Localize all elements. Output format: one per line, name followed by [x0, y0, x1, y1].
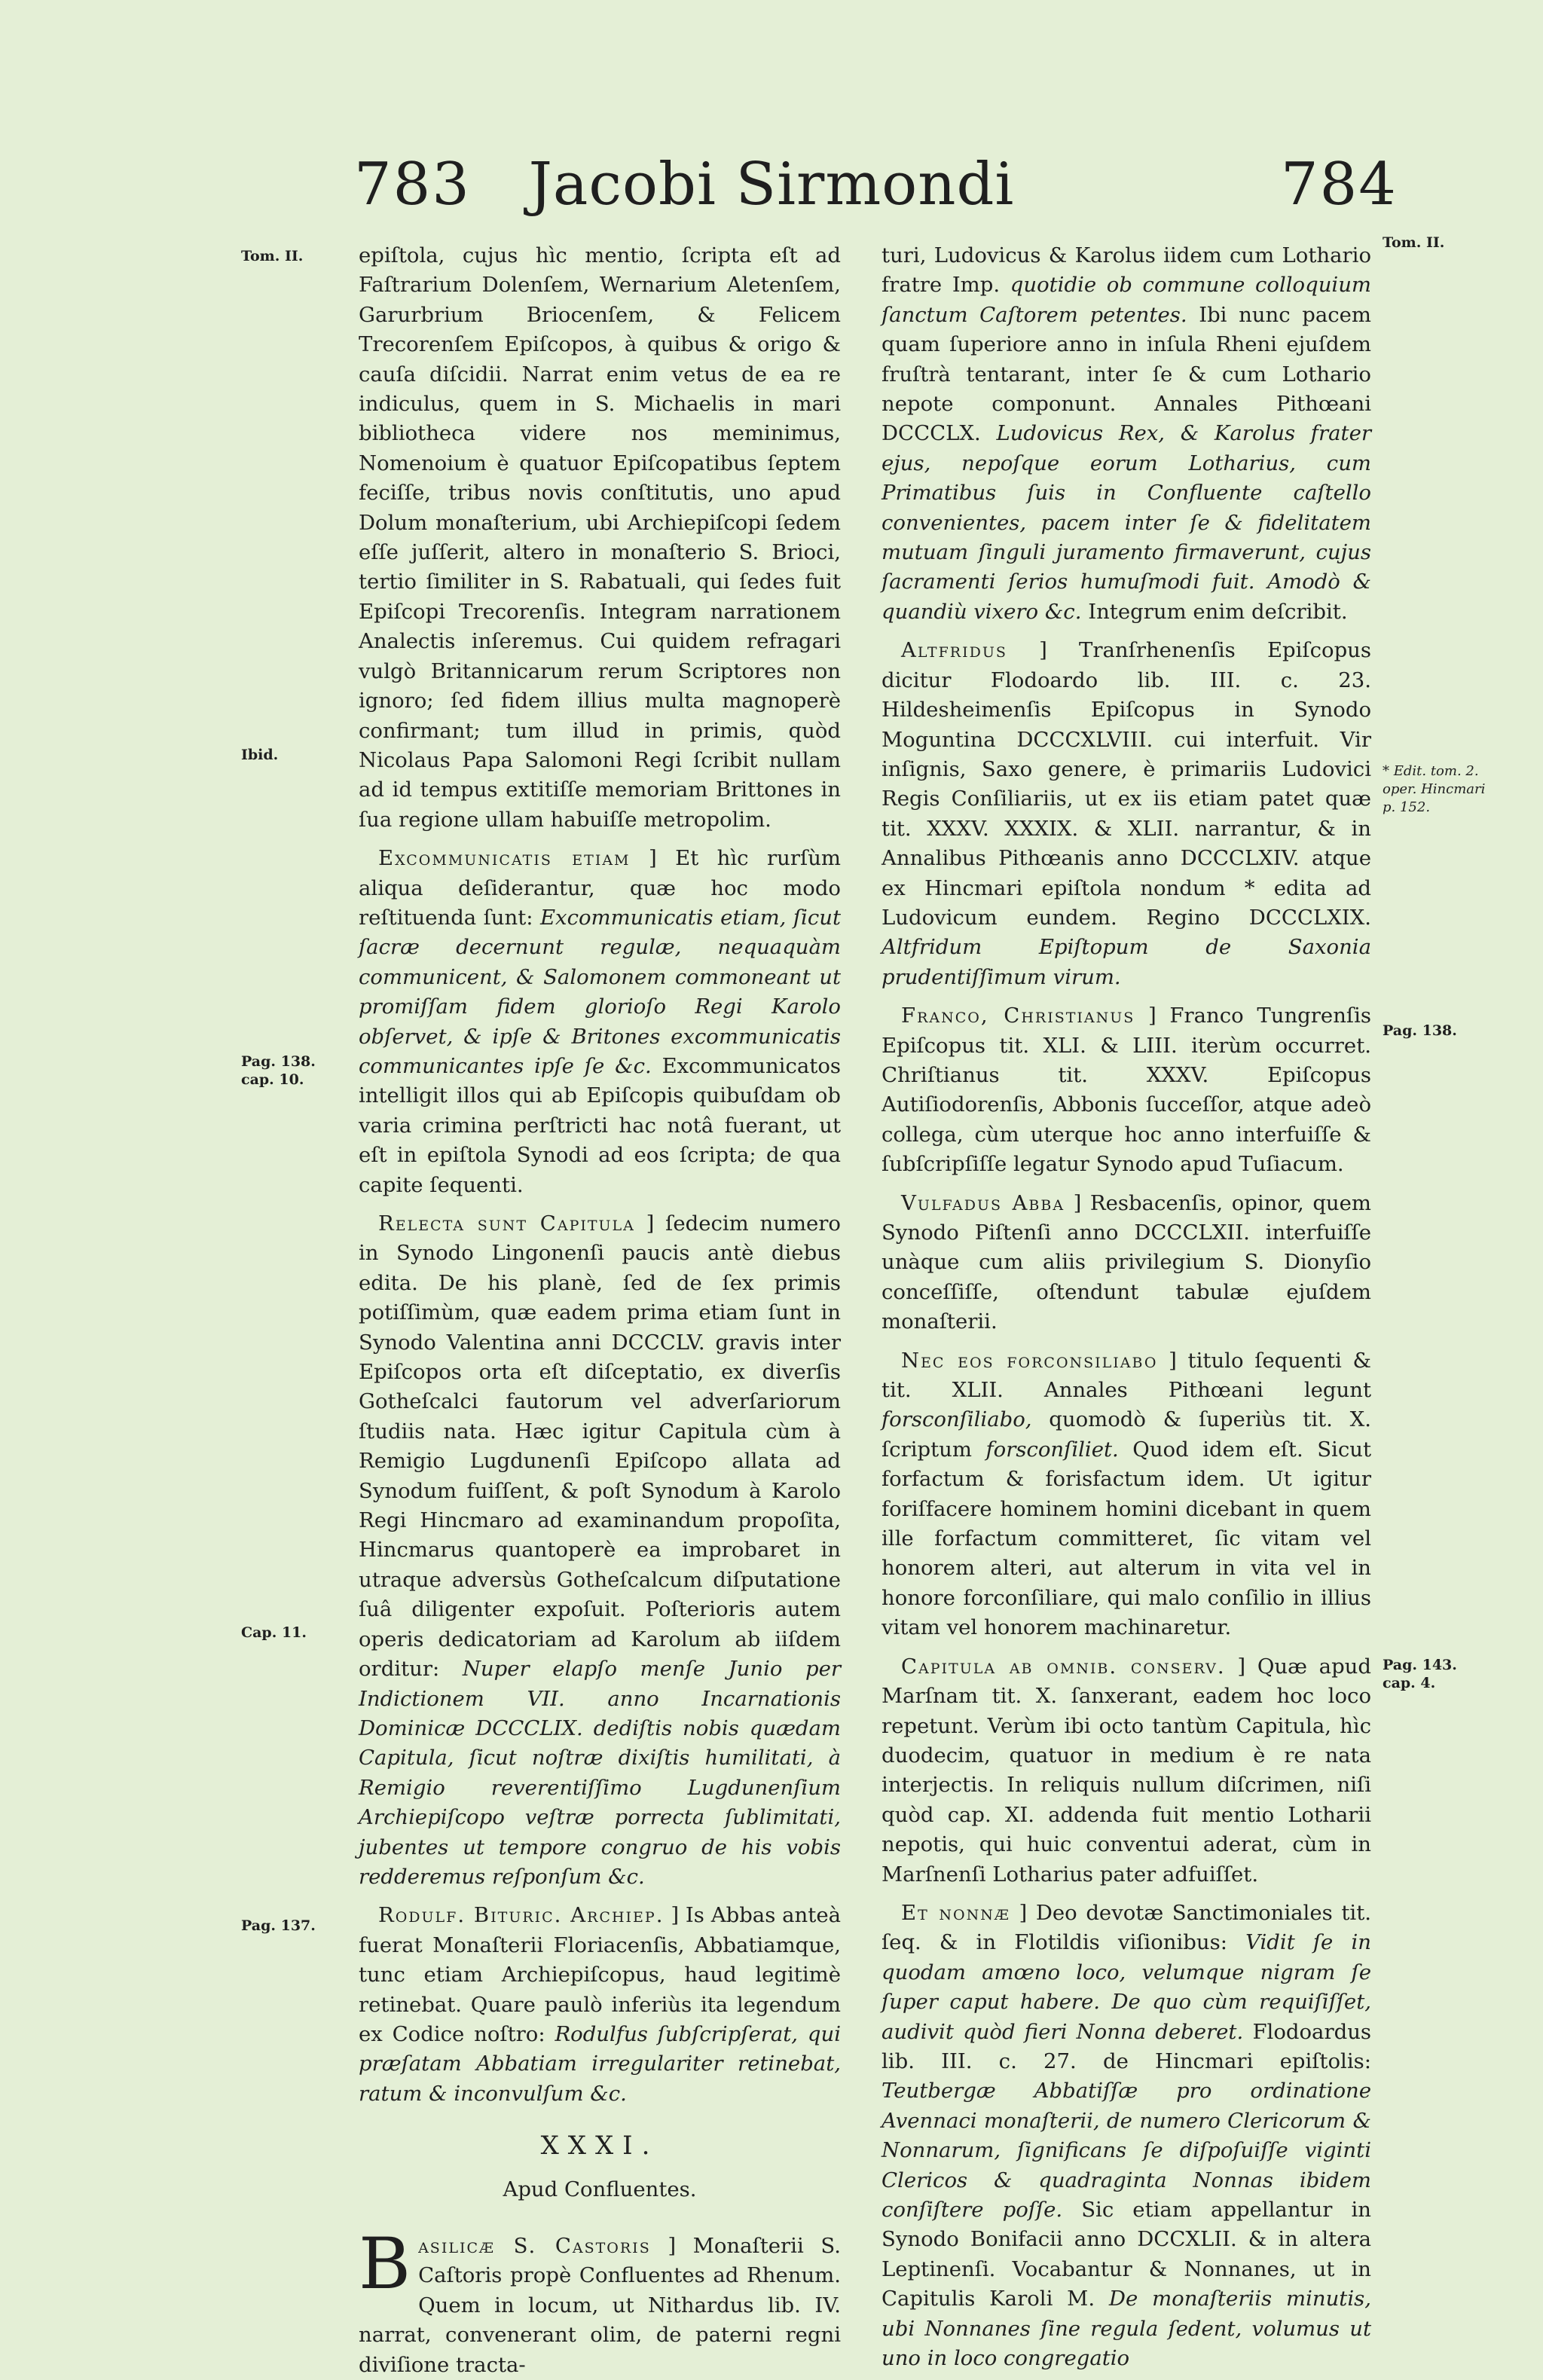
paragraph — [881, 1346, 1371, 1643]
running-title: Jacobi Sirmondi — [528, 151, 1015, 218]
chapter-subtitle: Apud Confluentes. — [503, 2177, 697, 2201]
margin-note-pag: Pag. 138. — [1383, 1022, 1457, 1039]
quotation: forsconſiliabo, — [881, 1407, 1032, 1432]
margin-note-pag: Pag. 138. — [241, 1053, 316, 1070]
text: Integrum enim deſcribit. — [1088, 599, 1348, 624]
text: Quod idem eſt. Sicut forfactum & forisfactum idem. Ut igitur foriſfacere hominem homini dicebant in quem ille forfactum committeret, ſic vitam vel honorem alteri, aut alterum in vita vel in honore forconſiliare, qui malo conſilio in illius vitam vel honorem machinaretur. — [881, 1437, 1372, 1640]
lemma: asilicæ S. Castoris — [418, 2234, 651, 2258]
quotation: Altfridum Epiſtopum de Saxonia prudentiſſimum virum. — [881, 935, 1371, 989]
margin-note-cap: cap. 4. — [1383, 1675, 1436, 1691]
text: ] ſedecim numero in Synodo Lingonenſi paucis antè diebus edita. De his planè, ſed de ſex primis potiſſimùm, quæ eadem prima etiam ſunt in Synodo Valentina anni DCCCLV. gravis inter Epiſcopos orta eſt diſceptatio, ex diverſis Gotheſcalci fautorum vel adverſariorum ſtudiis nata. Hæc igitur Capitula cùm à Remigio Lugdunenſi Epiſcopo allata ad Synodum fuiſſent, & poſt Synodum à Karolo Regi Hincmaro ad examinandum propoſita, Hincmarus quantoperè ea improbaret in utraque adversùs Gotheſcalcum diſputatione ſuâ diligenter expoſuit. Poſterioris autem operis dedicatoriam ad Karolum ab iiſdem orditur: — [359, 1211, 841, 1682]
lemma: Rodulf. Bituric. Archiep. — [378, 1903, 665, 1928]
lemma: Altfridus — [901, 638, 1007, 663]
text: Ibi nunc pacem quam ſuperiore anno in inſula Rheni ejuſdem fruſtrà tentarant, inter ſe & cum Lothario nepote componunt. Annales Pithœani DCCCLX. — [881, 302, 1371, 446]
quotation: Vidit ſe in quodam amœno loco, velumque nigram ſe ſuper caput habere. De quo cùm requiſiſſet, audivit quòd fieri Nonna deberet. — [881, 1930, 1371, 2044]
text: ] titulo ſequenti & tit. XLII. Annales Pithœani legunt — [881, 1348, 1371, 1403]
paragraph: epiſtola, cujus hìc mentio, ſcripta eſt ad Faſtrarium Dolenſem, Wernarium Aletenſem, Garurbrium Briocenſem, & Felicem Trecorenſem Epiſcopos, à quibus & origo & cauſa diſcidii. Narrat enim vetus de ea re indiculus, quem in S. Michaelis in mari bibliotheca videre nos meminimus, Nomenoium è quatuor Epiſcopatibus ſeptem feciſſe, tribus novis conſtitutis, uno apud Dolum monaſterium, ubi Archiepiſcopi ſedem eſſe juſſerit, altero in monaſterio S. Brioci, tertio ſimiliter in S. Rabatuali, qui ſedes fuit Epiſcopi Trecorenſis. Integram narrationem Analectis inſeremus. Cui quidem refragari vulgò Britannicarum rerum Scriptores non ignoro; ſed fidem illius multa magnoperè confirmant; tum illud in primis, quòd Nicolaus Papa Salomoni Regi ſcribit nullam ad id tempus extitiſſe memoriam Brittones in ſua regione ullam habuiſſe metropolim. — [359, 243, 841, 832]
quotation: forsconſiliet. — [985, 1437, 1119, 1462]
lemma: Franco, Christianus — [901, 1004, 1135, 1028]
text: Sic etiam appellantur in Synodo Bonifacii anno DCCXLII. & in altera Leptinenſi. Vocabantur & Nonnanes, ut in Capitulis Karoli M. — [881, 2198, 1371, 2311]
text-column-left — [359, 241, 841, 2380]
text: ] Deo devotæ Sanctimoniales tit. ſeq. & in Flotildis viſionibus: — [881, 1900, 1371, 1955]
lemma: Excommunicatis etiam — [378, 846, 631, 871]
text: ] Tranſrhenenſis Epiſcopus dicitur Flodoardo lib. III. c. 23. Hildesheimenſis Epiſcopus in Synodo Moguntina DCCCXLVIII. cui interfuit. Vir inſignis, Saxo genere, è primariis Ludovici Regis Conſiliariis, ut ex iis etiam patet quæ tit. XXXV. XXXIX. & XLII. narrantur, & in Annalibus Pithœanis anno DCCCLXIV. atque ex Hincmari epiſtola nondum * edita ad Ludovicum eundem. Regino DCCCLXIX. — [881, 638, 1371, 930]
margin-note-pag: Pag. 137. — [241, 1917, 316, 1934]
lemma: Vulfadus Abba — [901, 1190, 1065, 1215]
margin-note-cap: cap. 10. — [241, 1071, 304, 1088]
drop-capital: B — [359, 2223, 411, 2305]
text-column-right — [881, 241, 1371, 2373]
text: ] Franco Tungrenſis Epiſcopus tit. XLI. & LIII. iterùm occurret. Chriſtianus tit. XXXV. Epiſcopus Autiſiodorenſis, Abbonis ſucceſſor, atque adeò collega, cùm uterque hoc anno interfuiſſe & ſubſcripſiſſe legatur Synodo apud Tuſiacum. — [881, 1004, 1371, 1177]
lemma: Et nonnæ — [901, 1900, 1010, 1925]
paragraph — [359, 844, 841, 1200]
text: ] Is Abbas anteà fuerat Monaſterii Floriacenſis, Abbatiamque, tunc etiam Archiepiſcopus, haud legitimè retinebat. Quare paulò inferiùs ita legendum ex Codice noſtro: — [359, 1903, 841, 2046]
chapter-number: XXXI. — [540, 2131, 659, 2162]
margin-note-tom: Tom. II. — [241, 248, 304, 264]
lemma: Relecta sunt Capitula — [378, 1211, 635, 1236]
margin-note-tom: Tom. II. — [1383, 234, 1445, 251]
paragraph — [881, 1652, 1371, 1890]
text: Flodoardus lib. III. c. 27. de Hincmari epiſtolis: — [881, 2019, 1372, 2073]
paragraph — [881, 1001, 1371, 1179]
quotation: Teutbergæ Abbatiſſæ pro ordinatione Avennaci monaſterii, de numero Clericorum & Nonnarum, ſignificans ſe diſpoſuiſſe viginti Clericos & quadraginta Nonnas ibidem conſiſtere poſſe. — [881, 2079, 1371, 2222]
lemma: Capitula ab omnib. conserv. — [901, 1654, 1226, 1679]
quotation: Ludovicus Rex, & Karolus frater ejus, nepoſque eorum Lotharius, cum Primatibus ſuis in Confluente caſtello convenientes, pacem inter ſe & fidelitatem mutuam ſinguli juramento firmaverunt, cujus ſacramenti ſerios humuſmodi fuit. Amodò & quandiù vixero &c. — [881, 421, 1371, 624]
text: Excommunicatos intelligit illos qui ab Epiſcopis quibuſdam ob varia crimina perſtricti hac notâ fuerant, ut eſt in epiſtola Synodi ad eos ſcripta; de qua capite ſequenti. — [359, 1053, 841, 1197]
page-number-left: 783 — [354, 151, 471, 218]
paragraph — [881, 636, 1371, 992]
lemma: Nec eos forconsiliabo — [901, 1348, 1158, 1373]
text: ] Monaſterii S. Caſtoris propè Confluentes ad Rhenum. Quem in locum, ut Nithardus lib. IV. narrat, convenerant olim, de paterni regni diviſione tracta- — [359, 2234, 842, 2377]
paragraph — [881, 1189, 1371, 1337]
text: quomodò & ſuperiùs tit. X. ſcriptum — [881, 1407, 1371, 1462]
text: turi, Ludovicus & Karolus iidem cum Lothario fratre Imp. — [881, 243, 1371, 298]
quotation: Nuper elapſo menſe Junio per Indictionem VII. anno Incarnationis Dominicæ DCCCLIX. dediſtis nobis quædam Capitula, ſicut noſtræ dixiſtis humilitati, à Remigio reverentiſſimo Lugdunenſium Archiepiſcopo veſtræ porrecta ſublimitati, jubentes ut tempore congruo de his vobis redderemus reſponſum &c. — [359, 1657, 841, 1889]
text: ] Quæ apud Marſnam tit. X. ſanxerant, eadem hoc loco repetunt. Verùm ibi octo tantùm Capitula, hìc duodecim, quatuor in medium è re nata interjectis. In reliquis nullum diſcrimen, niſi quòd cap. XI. addenda fuit mentio Lotharii nepotis, qui huic conventui aderat, cùm in Marſnenſi Lotharius pater adfuiſſet. — [881, 1654, 1371, 1887]
paragraph — [359, 2223, 842, 2380]
quotation: Excommunicatis etiam, ſicut ſacræ decernunt regulæ, nequaquàm communicent, & Salomonem commoneant ut promiſſam fidem glorioſo Regi Karolo obſervet, & ipſe & Britones excommunicatis communicantes ipſe ſe &c. — [359, 905, 841, 1078]
paragraph — [359, 1209, 841, 1892]
text: ] Et hìc rurſùm aliqua deſiderantur, quæ hoc modo reſtituenda ſunt: — [359, 846, 841, 930]
margin-note-ibid: Ibid. — [241, 747, 279, 763]
paragraph — [881, 241, 1371, 627]
quotation: De monaſteriis minutis, ubi Nonnanes ſine regula ſedent, volumus ut uno in loco congregatio — [881, 2287, 1371, 2371]
margin-note-edition: * Edit. tom. 2. oper. Hincmari p. 152. — [1383, 763, 1486, 815]
quotation: Rodulfus ſubſcripſerat, qui præſatam Abbatiam irregulariter retinebat, ratum & inconvulſum &c. — [359, 2021, 841, 2106]
text: ] Resbacenſis, opinor, quem Synodo Piſtenſi anno DCCCLXII. interfuiſſe unàque cum aliis privilegium S. Dionyſio conceſſiſſe, oſtendunt tabulæ ejuſdem monaſterii. — [881, 1190, 1371, 1334]
quotation: quotidie ob commune colloquium ſanctum Caſtorem petentes. — [881, 273, 1371, 327]
paragraph — [359, 1901, 841, 2109]
margin-note-cap: Cap. 11. — [241, 1624, 307, 1641]
margin-note-pag: Pag. 143. — [1383, 1657, 1457, 1673]
paragraph — [881, 1899, 1371, 2374]
page-number-right: 784 — [1281, 151, 1398, 218]
